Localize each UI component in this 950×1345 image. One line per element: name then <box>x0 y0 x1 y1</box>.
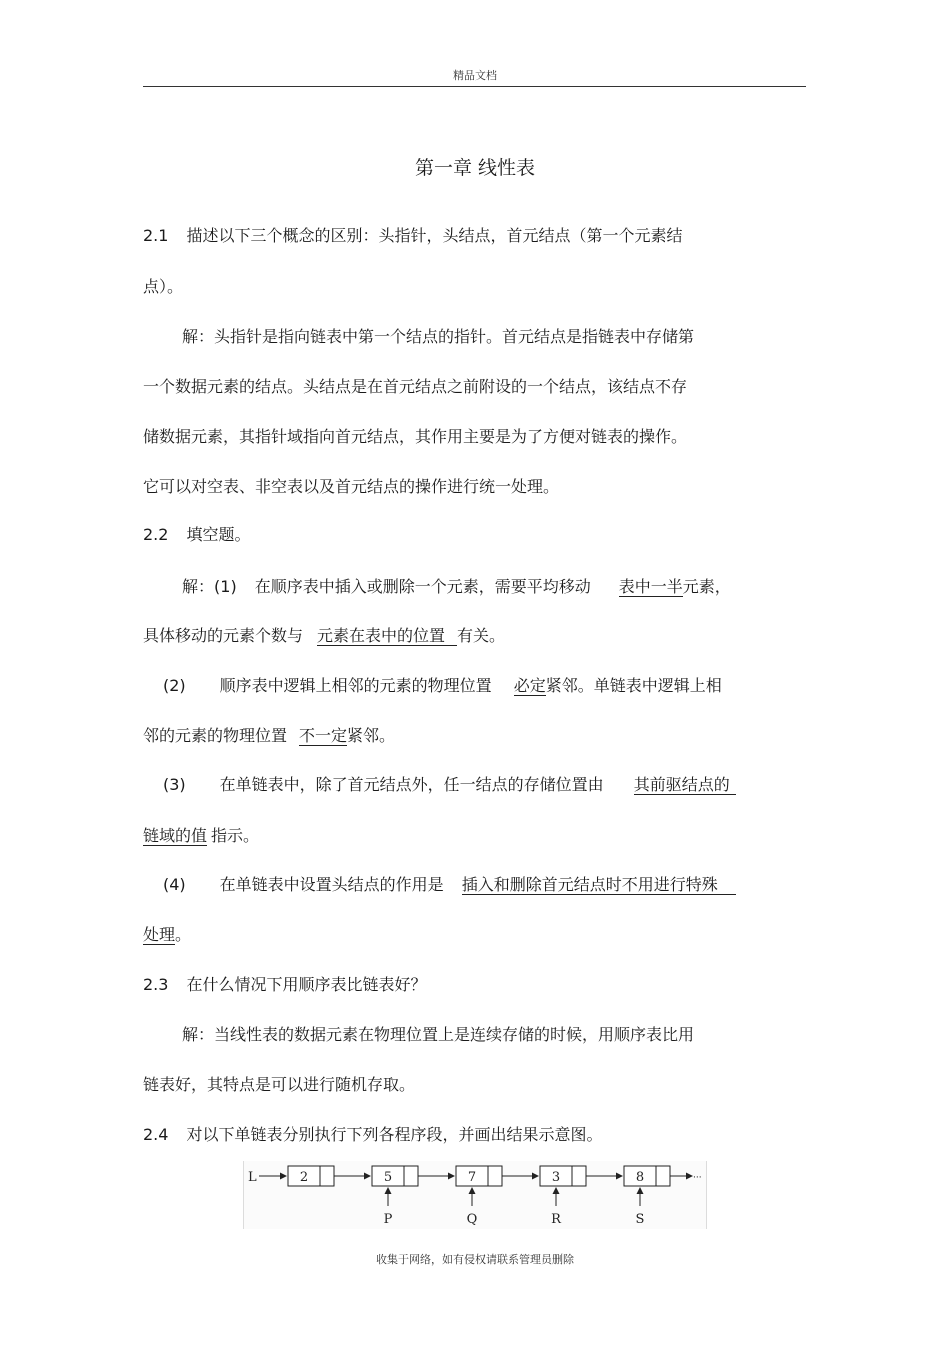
list-node-value: 2 <box>299 1170 309 1185</box>
q23-answer-line1: 解：当线性表的数据元素在物理位置上是连续存储的时候，用顺序表比用 <box>182 1025 695 1044</box>
list-node-value: 7 <box>467 1170 477 1185</box>
list-node-box <box>540 1166 586 1186</box>
list-node-value: 5 <box>383 1170 393 1185</box>
q23-number: 2.3 <box>143 975 169 994</box>
q22-p3-text2: 指示。 <box>211 826 260 845</box>
q21-number: 2.1 <box>143 226 169 245</box>
q22-p1-line2 <box>143 626 505 646</box>
q22-p1-line1 <box>182 577 731 597</box>
q22-p1-answer2: 元素在表中的位置 <box>317 627 457 646</box>
q22-p1-text2: 元素， <box>682 577 731 596</box>
q22-p3-number: (3) <box>163 775 186 794</box>
linked-list-figure <box>243 1161 707 1229</box>
q21-line1 <box>143 226 682 246</box>
list-node-box <box>456 1166 502 1186</box>
q21-answer-line2: 一个数据元素的结点。头结点是在首元结点之前附设的一个结点，该结点不存 <box>143 377 688 396</box>
q22-p3-text1: 在单链表中，除了首元结点外，任一结点的存储位置由 <box>219 775 604 794</box>
q22-p4-number: (4) <box>163 875 186 894</box>
list-node-box <box>624 1166 670 1186</box>
q22-p2-line1 <box>163 676 722 696</box>
q22-p3-line2 <box>143 826 259 846</box>
q21-line2: 点）。 <box>143 277 184 296</box>
q23-question: 在什么情况下用顺序表比链表好？ <box>186 975 427 994</box>
q22-p2-answer1: 必定 <box>513 676 546 695</box>
q22-p4-text1: 在单链表中设置头结点的作用是 <box>219 875 444 894</box>
q22-p2-number: (2) <box>163 676 186 695</box>
q22-p3-line1 <box>163 775 736 795</box>
pointer-label: P <box>383 1212 393 1227</box>
q21-answer-line4: 它可以对空表、非空表以及首元结点的操作进行统一处理。 <box>143 477 560 496</box>
q22-heading <box>143 525 250 545</box>
q22-p1-prefix: 解： <box>182 577 215 596</box>
q24-number: 2.4 <box>143 1125 169 1144</box>
list-node-box <box>372 1166 418 1186</box>
q24-heading <box>143 1125 602 1145</box>
q22-p3-answer2: 链域的值 <box>143 826 208 845</box>
q21-answer-line1: 解：头指针是指向链表中第一个结点的指针。首元结点是指链表中存储第 <box>182 327 695 346</box>
chapter-title: 第一章 线性表 <box>414 157 536 179</box>
q22-p2-text3: 邻的元素的物理位置 <box>143 726 288 745</box>
page-header: 精品文档 <box>453 69 497 82</box>
q22-p2-text4: 紧邻。 <box>347 726 396 745</box>
pointer-label: R <box>551 1212 561 1227</box>
q22-p4-text2: 。 <box>175 925 192 944</box>
list-node-value: 3 <box>551 1170 561 1185</box>
list-node-box <box>288 1166 334 1186</box>
q23-answer-line2: 链表好，其特点是可以进行随机存取。 <box>143 1075 416 1094</box>
q22-p2-answer2: 不一定 <box>299 726 348 745</box>
list-node-value: 8 <box>635 1170 645 1185</box>
pointer-label: Q <box>466 1212 478 1227</box>
page-footer: 收集于网络，如有侵权请联系管理员删除 <box>376 1253 574 1266</box>
q22-title: 填空题。 <box>186 525 251 544</box>
q22-p4-answer2: 处理 <box>143 925 176 944</box>
q22-p1-text3: 具体移动的元素个数与 <box>143 626 304 645</box>
linked-list-diagram <box>244 1161 706 1229</box>
q21-question: 描述以下三个概念的区别：头指针，头结点，首元结点（第一个元素结 <box>186 226 683 245</box>
q22-p1-text4: 有关。 <box>457 626 506 645</box>
q22-p1-text1: 在顺序表中插入或删除一个元素，需要平均移动 <box>254 577 591 596</box>
q22-p2-text2: 紧邻。单链表中逻辑上相 <box>545 676 722 695</box>
q22-p1-answer1: 表中一半 <box>618 577 683 596</box>
q22-p4-answer1: 插入和删除首元结点时不用进行特殊 <box>462 876 736 895</box>
q24-question: 对以下单链表分别执行下列各程序段，并画出结果示意图。 <box>186 1125 603 1144</box>
q22-p2-text1: 顺序表中逻辑上相邻的元素的物理位置 <box>219 676 492 695</box>
q22-p2-line2 <box>143 726 395 746</box>
q22-p4-line2 <box>143 925 191 945</box>
q22-p1-number: (1) <box>214 577 237 596</box>
header-rule <box>143 86 806 87</box>
head-pointer-label: L <box>248 1170 257 1185</box>
q23-heading <box>143 975 426 995</box>
list-continuation: ··· <box>693 1173 702 1183</box>
q21-answer-line3: 储数据元素，其指针域指向首元结点，其作用主要是为了方便对链表的操作。 <box>143 427 688 446</box>
q22-p3-answer1: 其前驱结点的 <box>634 776 736 795</box>
q22-p4-line1 <box>163 875 736 895</box>
q22-number: 2.2 <box>143 525 169 544</box>
pointer-label: S <box>635 1212 645 1227</box>
